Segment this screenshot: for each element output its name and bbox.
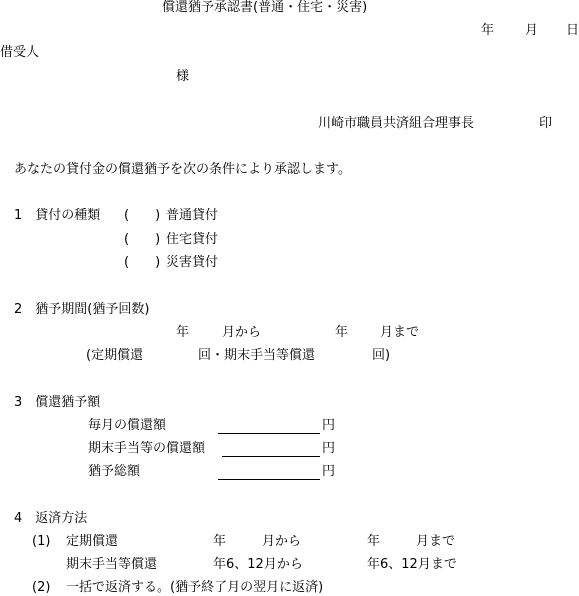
section4-heading: 4 返済方法 — [14, 511, 88, 526]
yen-unit: 円 — [322, 441, 336, 456]
approval-statement: あなたの貸付金の償還猶予を次の条件により承認します。 — [14, 162, 351, 177]
count-open: (定期償還 — [86, 348, 144, 363]
checkbox-paren-disaster[interactable]: ( ) — [124, 255, 161, 270]
yen-unit: 円 — [322, 464, 336, 479]
bonus-repayment-label: 期末手当等の償還額 — [88, 441, 206, 456]
monthly-repayment-label: 毎月の償還額 — [88, 418, 167, 433]
bonus-repayment-field[interactable] — [222, 456, 320, 457]
seal-mark: 印 — [539, 116, 553, 131]
lump-sum-text: 一括で返済する。(猶予終了月の翌月に返済) — [66, 580, 324, 595]
checkbox-paren-housing[interactable]: ( ) — [124, 232, 161, 247]
honorific: 様 — [176, 69, 190, 84]
total-deferral-field[interactable] — [218, 479, 320, 480]
period-from-month: 月から — [222, 325, 262, 340]
document-title: 償還猶予承認書(普通・住宅・災害) — [162, 0, 368, 15]
yen-unit: 円 — [322, 418, 336, 433]
period-from-year: 年 — [176, 325, 190, 340]
monthly-repayment-field[interactable] — [218, 433, 320, 434]
count-close: 回) — [372, 348, 391, 363]
period-to-year: 年 — [335, 325, 349, 340]
count-mid: 回・期末手当等償還 — [198, 348, 316, 363]
option-disaster-loan: 災害貸付 — [166, 255, 219, 270]
date-day: 日 — [566, 23, 579, 38]
section2-heading: 2 猶予期間(猶予回数) — [14, 302, 150, 317]
section3-heading: 3 償還猶予額 — [14, 395, 101, 410]
date-year: 年 — [481, 23, 495, 38]
borrower-label: 借受人 — [0, 45, 40, 60]
period-to-month: 月まで — [380, 325, 420, 340]
method1-number: (1) — [32, 534, 51, 549]
regular-to-year: 年 — [367, 534, 381, 549]
method2-number: (2) — [32, 580, 51, 595]
regular-from-month: 月から — [262, 534, 302, 549]
regular-repayment-label: 定期償還 — [66, 534, 119, 549]
regular-to-month: 月まで — [416, 534, 456, 549]
bonus-from: 年6、12月から — [213, 557, 303, 572]
regular-from-year: 年 — [213, 534, 227, 549]
section1-heading: 1 貸付の種類 — [14, 208, 101, 223]
bonus-repayment-method-label: 期末手当等償還 — [66, 557, 158, 572]
date-month: 月 — [525, 23, 539, 38]
option-housing-loan: 住宅貸付 — [166, 232, 219, 247]
issuer-name: 川崎市職員共済組合理事長 — [318, 116, 475, 131]
option-regular-loan: 普通貸付 — [166, 208, 219, 223]
total-deferral-label: 猶予総額 — [88, 464, 141, 479]
checkbox-paren-regular[interactable]: ( ) — [124, 208, 161, 223]
bonus-to: 年6、12月まで — [367, 557, 457, 572]
